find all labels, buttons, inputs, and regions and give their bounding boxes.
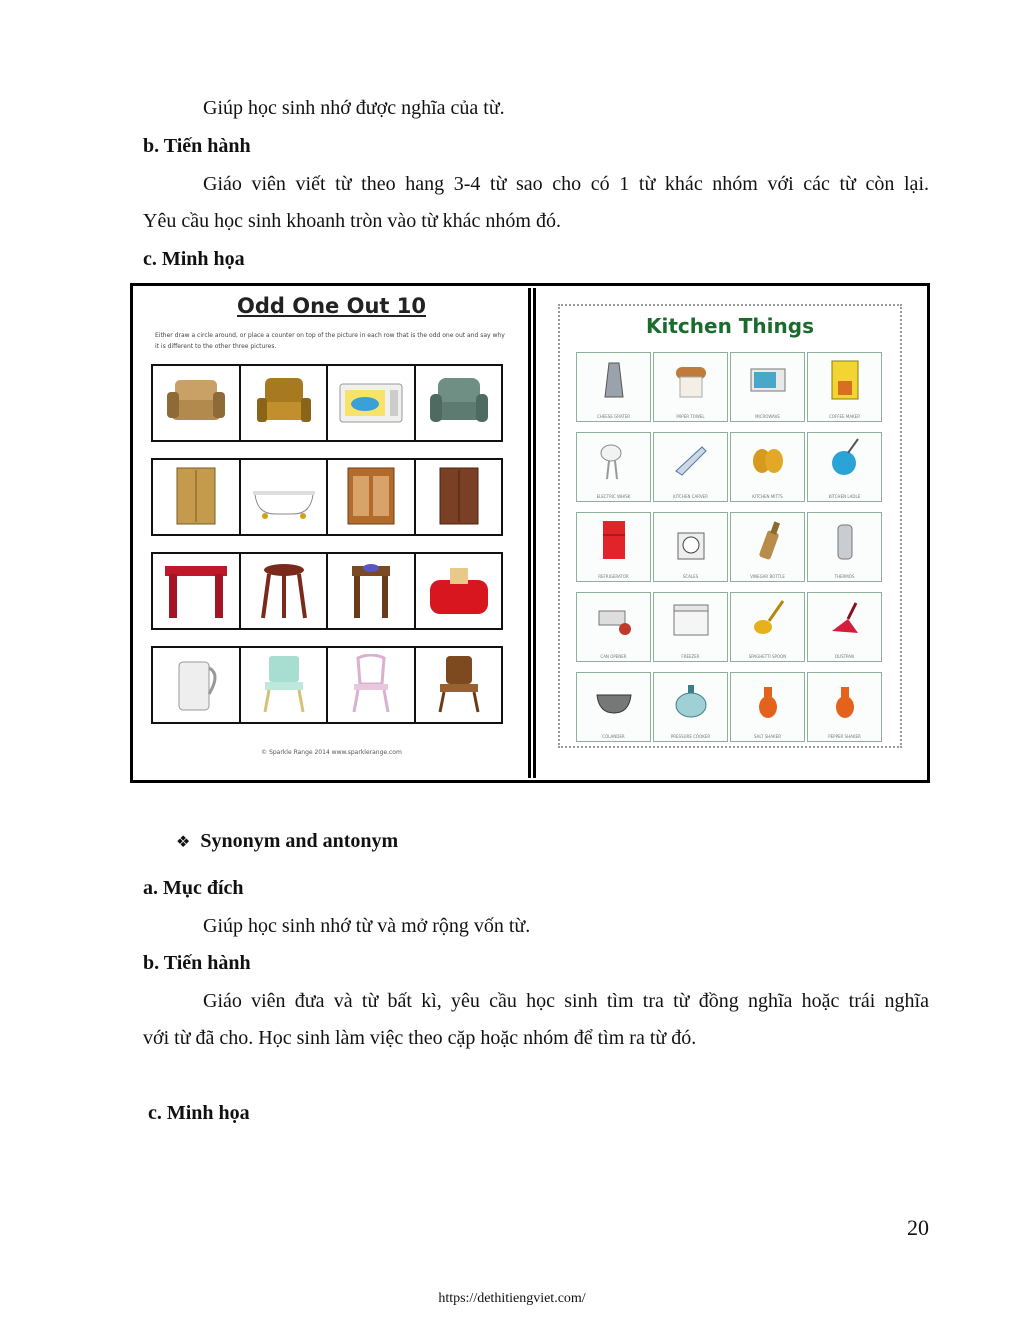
kitchen-item-label: CAN OPENER [600,654,627,659]
heading-procedure-2: b. Tiến hành [143,952,251,974]
salt-shaker-icon [749,677,787,723]
paragraph-purpose: Giúp học sinh nhớ được nghĩa của từ. [203,97,505,119]
kitchen-item-label: THERMOS [834,574,855,579]
spoon-icon [749,597,787,643]
microwave-icon [336,372,406,432]
worksheet-cell [241,648,329,722]
kitchen-grid [576,352,882,742]
page-number: 20 [907,1215,929,1240]
kitchen-item-label: ELECTRIC WHISK [596,494,631,499]
worksheet-cell [416,554,502,628]
pepper-shaker-icon [826,677,864,723]
heading-purpose: a. Mục đích [143,877,244,899]
wardrobe-icon [161,466,231,526]
kitchen-title: Kitchen Things [646,314,814,338]
pressure-cooker-icon [672,677,710,723]
kitchen-item-label: KITCHEN LADLE [828,494,861,499]
kitchen-item-label: PRESSURE COOKER [670,734,711,739]
kitchen-item [653,352,728,422]
kitchen-item-label: COLANDER [602,734,625,739]
kitchen-item-label: VINEGAR BOTTLE [750,574,785,579]
worksheet-cell [153,366,241,440]
kitchen-item-label: CHEESE GRATER [596,414,631,419]
kitchen-item-label: PEPPER SHAKER [828,734,861,739]
kitchen-item [807,512,882,582]
kitchen-item [730,352,805,422]
heading-procedure: b. Tiến hành [143,135,251,157]
worksheet-instruction: Either draw a circle around, or place a counter on top of the picture in each row that is the odd one out and say why it is different to the other three pictures. [155,332,505,350]
kitchen-item-label: DUSTPAN [835,654,854,659]
armchair-icon [249,372,319,432]
chair-icon [336,654,406,714]
kitchen-item [730,512,805,582]
worksheet-row [151,552,503,630]
grater-icon [595,357,633,403]
worksheet-cell [153,554,241,628]
kitchen-item [576,512,651,582]
paragraph-purpose-2: Giúp học sinh nhớ từ và mở rộng vốn từ. [203,915,531,937]
cabinet-icon [336,466,406,526]
worksheet-cell [328,460,416,534]
footer-url[interactable]: https://dethitiengviet.com/ [438,1291,586,1306]
worksheet-cell [328,648,416,722]
freezer-icon [672,597,710,643]
stool-icon [249,560,319,620]
worksheet-cell [241,460,329,534]
wardrobe-icon [424,466,494,526]
heading-illustration-2: c. Minh họa [148,1102,250,1124]
kitchen-item [807,592,882,662]
kitchen-item [576,592,651,662]
worksheet-cell [241,366,329,440]
worksheet-cell [153,460,241,534]
paragraph-procedure-line2: Yêu cầu học sinh khoanh tròn vào từ khác nhóm đó. [143,210,561,232]
worksheet-cell [416,460,502,534]
armchair-icon [424,372,494,432]
worksheet-row [151,458,503,536]
heading-illustration: c. Minh họa [143,248,245,270]
kitchen-item-label: SCALES [682,574,699,579]
bottle-icon [749,517,787,563]
worksheet-cell [328,554,416,628]
kettle-icon [161,654,231,714]
section-heading-text: Synonym and antonym [200,830,399,852]
armchair-icon [161,372,231,432]
paragraph-procedure-line1 [143,173,929,196]
kitchen-item-label: COFFEE MAKER [829,414,860,419]
worksheet-cell [328,366,416,440]
kitchen-things-chart [533,288,925,778]
paragraph-procedure-2-line2: với từ đã cho. Học sinh làm việc theo cặp hoặc nhóm để tìm ra từ đó. [143,1027,697,1049]
kitchen-item [807,672,882,742]
microwave-icon [749,357,787,403]
thermos-icon [826,517,864,563]
kitchen-item [576,352,651,422]
procedure-2-text-1: Giáo viên đưa và từ bất kì, yêu cầu học sinh tìm tra từ đồng nghĩa hoặc trái nghĩa [203,990,929,1012]
kitchen-item [807,432,882,502]
odd-one-out-worksheet [135,288,531,778]
kitchen-item-label: SALT SHAKER [754,734,781,739]
section-heading [176,830,398,853]
table-icon [161,560,231,620]
kitchen-item-label: MICROWAVE [755,414,780,419]
diamond-bullet-icon: ❖ [176,832,191,851]
paper-towel-icon [672,357,710,403]
toaster-icon [424,560,494,620]
kitchen-chart-frame [558,304,902,748]
kitchen-item-label: KITCHEN CARVER [673,494,708,499]
scales-icon [672,517,710,563]
kitchen-item-label: FREEZER [681,654,700,659]
chair-icon [249,654,319,714]
worksheet-title: Odd One Out 10 [237,294,426,318]
kitchen-item [730,592,805,662]
ladle-icon [826,437,864,483]
kitchen-item-label: KITCHEN MITTS [752,494,783,499]
kitchen-item [730,432,805,502]
chair-icon [424,654,494,714]
worksheet-cell [416,648,502,722]
kitchen-item-label: SPAGHETTI SPOON [748,654,787,659]
kitchen-item [576,432,651,502]
worksheet-row [151,646,503,724]
worksheet-footer: © Sparkle Range 2014 www.sparklerange.com [261,749,402,756]
refrigerator-icon [595,517,633,563]
carver-icon [672,437,710,483]
kitchen-item [807,352,882,422]
kitchen-item [653,592,728,662]
dustpan-icon [826,597,864,643]
mitts-icon [749,437,787,483]
coffee-maker-icon [826,357,864,403]
kitchen-item [653,512,728,582]
can-opener-icon [595,597,633,643]
kitchen-item [576,672,651,742]
illustration-figure [130,283,930,783]
kitchen-item [653,672,728,742]
colander-icon [595,677,633,723]
worksheet-cell [241,554,329,628]
kitchen-item-label: PAPER TOWEL [676,414,705,419]
procedure-text-1: Giáo viên viết từ theo hang 3-4 từ sao cho có 1 từ khác nhóm với các từ còn lại. [203,173,929,195]
kitchen-item [730,672,805,742]
worksheet-row [151,364,503,442]
side-table-icon [336,560,406,620]
worksheet-cell [416,366,502,440]
bathtub-icon [249,466,319,526]
worksheet-cell [153,648,241,722]
kitchen-item [653,432,728,502]
paragraph-procedure-2-line1 [143,990,929,1013]
kitchen-item-label: REFRIGERATOR [598,574,629,579]
whisk-icon [595,437,633,483]
